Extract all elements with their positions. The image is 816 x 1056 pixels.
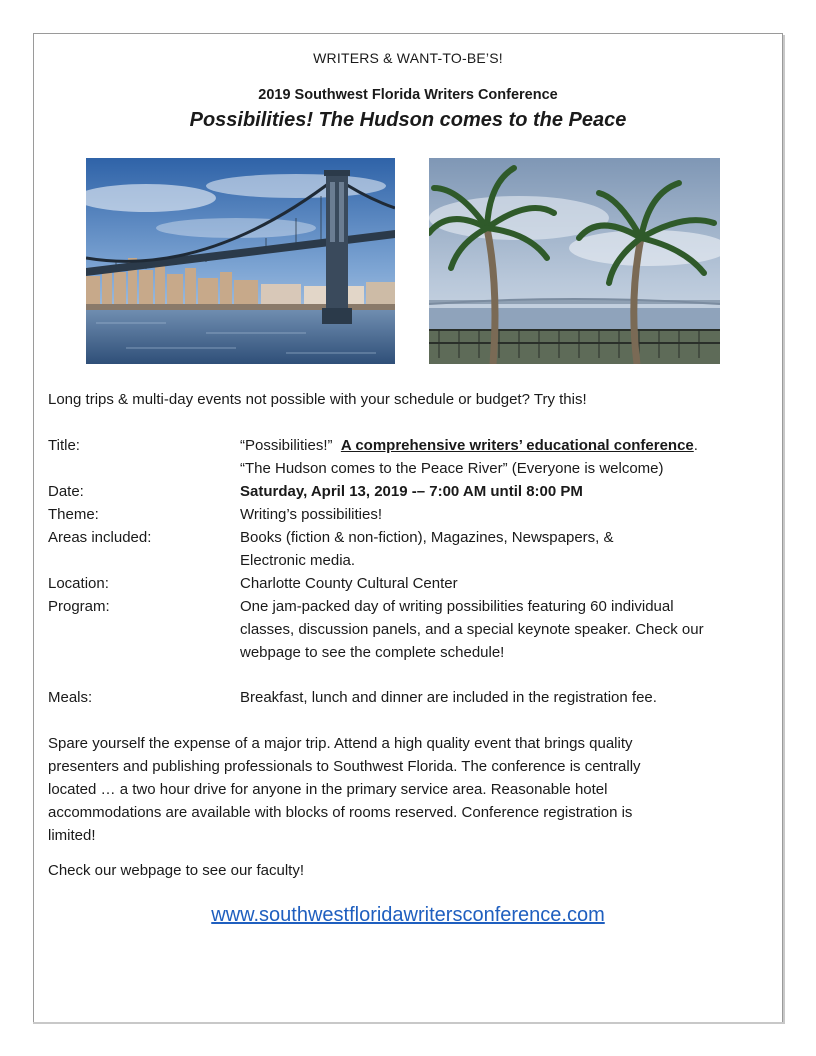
page-shadow-bottom	[33, 1022, 785, 1024]
body-line1: Spare yourself the expense of a major trip. Attend a high quality event that brings quality	[48, 735, 633, 752]
intro-text: Long trips & multi-day events not possible with your schedule or budget? Try this!	[48, 391, 587, 408]
title-subtitle: “The Hudson comes to the Peace River” (Everyone is welcome)	[240, 460, 664, 477]
title-label: Title:	[48, 437, 80, 454]
meals-value: Breakfast, lunch and dinner are included in the registration fee.	[240, 689, 657, 706]
title-period: .	[693, 437, 698, 454]
title-row	[48, 434, 768, 480]
areas-row	[48, 526, 768, 572]
date-value: Saturday, April 13, 2019 -– 7:00 AM until 8:00 PM	[240, 483, 583, 500]
body-line4: accommodations are available with blocks of rooms reserved. Conference registration is	[48, 804, 633, 821]
areas-line1: Books (fiction & non-fiction), Magazines, Newspapers, &	[240, 529, 614, 546]
location-value: Charlotte County Cultural Center	[240, 575, 458, 592]
body-line2: presenters and publishing professionals to Southwest Florida. The conference is centrally	[48, 758, 641, 775]
website-link[interactable]: www.southwestfloridawritersconference.com	[211, 904, 605, 926]
body-line5: limited!	[48, 827, 96, 844]
theme-value: Writing’s possibilities!	[240, 506, 382, 523]
title-value	[240, 434, 770, 480]
palm-trees-photo	[429, 158, 720, 364]
areas-label: Areas included:	[48, 529, 152, 546]
conference-title: Possibilities! The Hudson comes to the Peace	[189, 109, 627, 131]
program-line3: webpage to see the complete schedule!	[240, 644, 505, 661]
bridge-photo	[86, 158, 395, 364]
areas-line2: Electronic media.	[240, 552, 356, 569]
title-description: A comprehensive writers’ educational conference	[340, 437, 694, 454]
body-paragraph	[48, 732, 748, 847]
program-line2: classes, discussion panels, and a special keynote speaker. Check our	[240, 621, 704, 638]
faculty-text: Check our webpage to see our faculty!	[48, 862, 304, 879]
program-line1: One jam-packed day of writing possibilities featuring 60 individual	[240, 598, 674, 615]
title-possibilities: “Possibilities!”	[240, 437, 333, 454]
body-line3: located … a two hour drive for anyone in the primary service area. Reasonable hotel	[48, 781, 608, 798]
page-shadow-right	[783, 35, 785, 1024]
meals-label: Meals:	[48, 689, 93, 706]
theme-label: Theme:	[48, 506, 99, 523]
header-tagline: WRITERS & WANT-TO-BE’S!	[313, 50, 503, 66]
program-value	[240, 595, 770, 664]
program-label: Program:	[48, 598, 110, 615]
areas-value	[240, 526, 770, 572]
conference-name: 2019 Southwest Florida Writers Conference	[258, 87, 558, 103]
program-row	[48, 595, 768, 664]
date-label: Date:	[48, 483, 84, 500]
location-label: Location:	[48, 575, 109, 592]
